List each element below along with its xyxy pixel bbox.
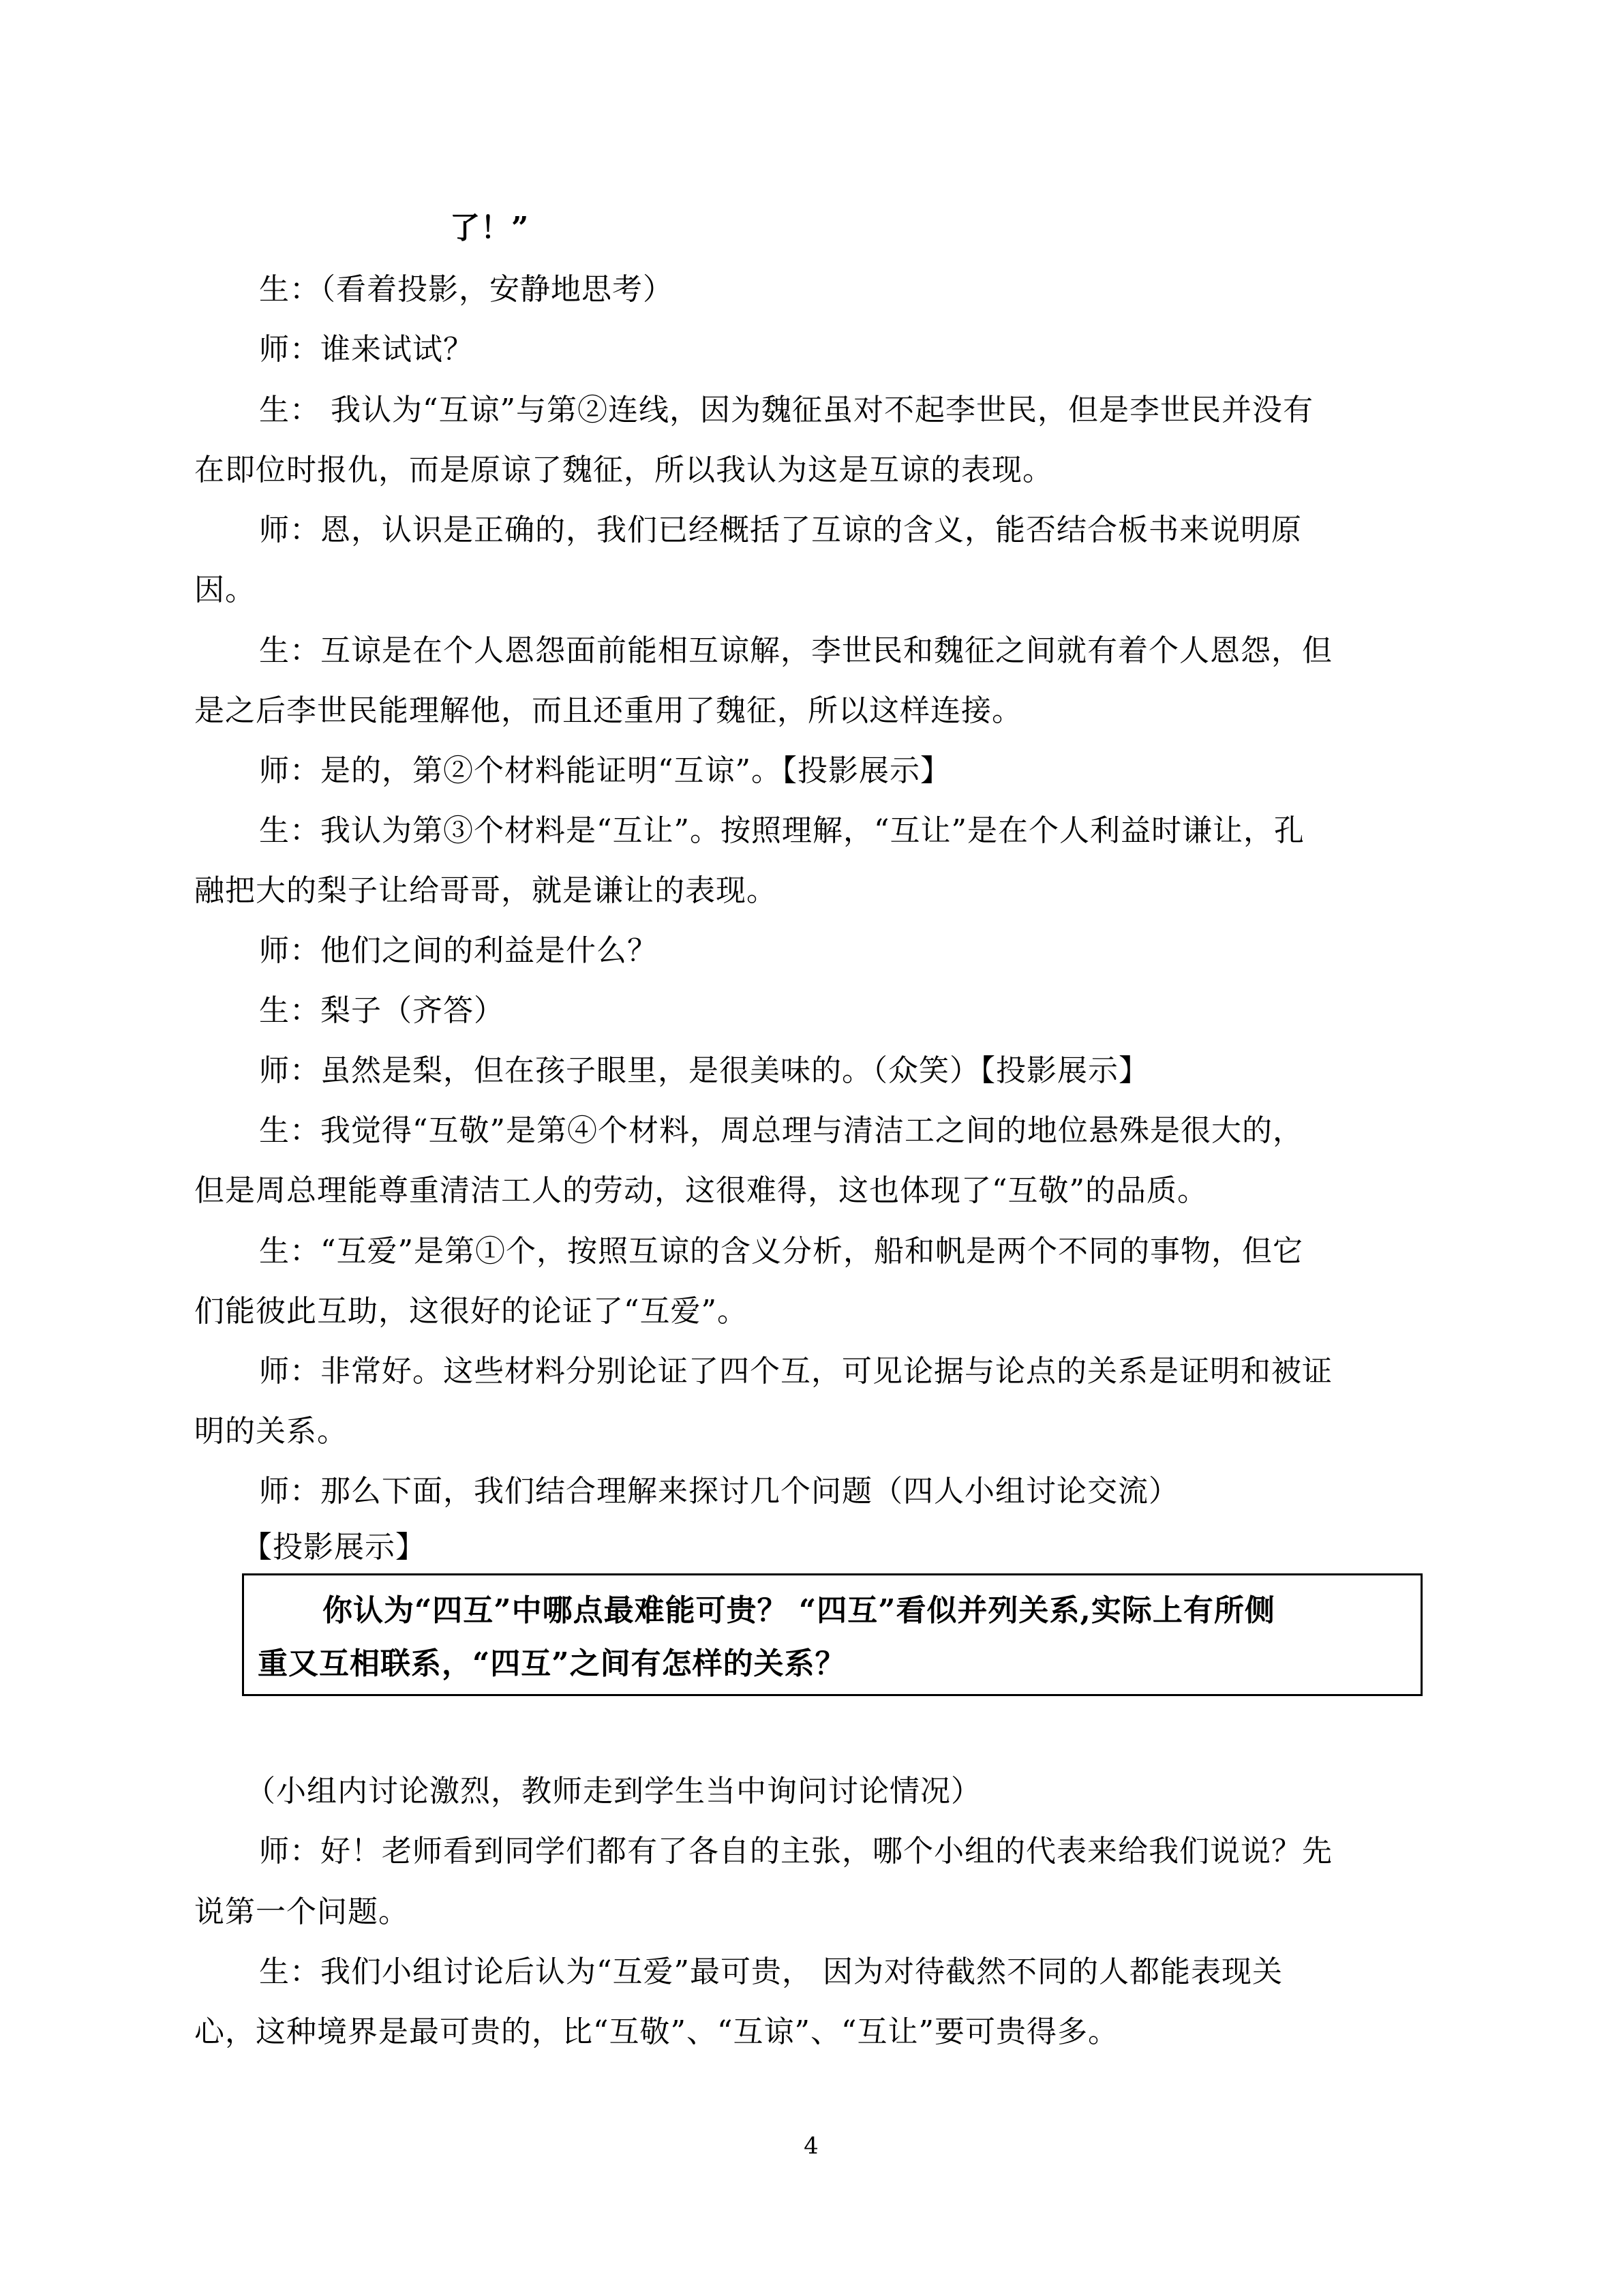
- text-line: 师：虽然是梨，但在孩子眼里，是很美味的。（众笑）【投影展示】: [259, 1053, 1149, 1088]
- box-text-line: 重又互相联系，“四互”之间有怎样的关系？: [258, 1646, 846, 1681]
- text-line: （小组内讨论激烈，教师走到学生当中询问讨论情况）: [245, 1774, 982, 1809]
- text-line: 师：非常好。这些材料分别论证了四个互，可见论据与论点的关系是证明和被证: [259, 1354, 1333, 1389]
- text-line: 生： 我认为“互谅”与第②连线，因为魏征虽对不起李世民，但是李世民并没有: [259, 393, 1314, 427]
- text-line: 师：谁来试试？: [259, 332, 474, 367]
- text-line: 因。: [194, 573, 256, 607]
- text-line: 师：他们之间的利益是什么？: [259, 933, 658, 968]
- text-line: 但是周总理能尊重清洁工人的劳动，这很难得，这也体现了“互敬”的品质。: [194, 1173, 1208, 1208]
- text-line: 生：我认为第③个材料是“互让”。按照理解，“互让”是在个人利益时谦让，孔: [259, 813, 1305, 848]
- projection-label: 【投影展示】: [242, 1530, 426, 1565]
- text-line: 说第一个问题。: [194, 1894, 409, 1929]
- text-line: 是之后李世民能理解他，而且还重用了魏征，所以这样连接。: [194, 693, 1022, 728]
- text-line: 了！”: [450, 211, 530, 245]
- text-line: 师：是的，第②个材料能证明“互谅”。【投影展示】: [259, 753, 951, 788]
- text-line: 心，这种境界是最可贵的，比“互敬”、“互谅”、“互让”要可贵得多。: [194, 2014, 1119, 2049]
- text-line: 融把大的梨子让给哥哥，就是谦让的表现。: [194, 873, 777, 908]
- page-number: 4: [804, 2132, 819, 2160]
- text-line: 们能彼此互助，这很好的论证了“互爱”。: [194, 1294, 748, 1329]
- text-line: 师：那么下面，我们结合理解来探讨几个问题（四人小组讨论交流）: [259, 1474, 1179, 1509]
- text-line: 生：互谅是在个人恩怨面前能相互谅解，李世民和魏征之间就有着个人恩怨，但: [259, 633, 1333, 668]
- text-line: 生：（看着投影，安静地思考）: [259, 272, 673, 307]
- text-line: 师：好！老师看到同学们都有了各自的主张，哪个小组的代表来给我们说说？先: [259, 1834, 1333, 1869]
- text-line: 明的关系。: [194, 1414, 348, 1449]
- text-line: 在即位时报仇，而是原谅了魏征，所以我认为这是互谅的表现。: [194, 453, 1053, 487]
- text-line: 生：梨子（齐答）: [259, 993, 504, 1028]
- text-line: 生：“互爱”是第①个，按照互谅的含义分析，船和帆是两个不同的事物，但它: [259, 1234, 1303, 1269]
- text-line: 生：我们小组讨论后认为“互爱”最可贵， 因为对待截然不同的人都能表现关: [259, 1954, 1283, 1989]
- box-text-line: 你认为“四互”中哪点最难能可贵？ “四互”看似并列关系,实际上有所侧: [322, 1593, 1275, 1628]
- discussion-question-box: [242, 1573, 1423, 1696]
- text-line: 师：恩，认识是正确的，我们已经概括了互谅的含义，能否结合板书来说明原: [259, 513, 1302, 547]
- text-line: 生：我觉得“互敬”是第④个材料，周总理与清洁工之间的地位悬殊是很大的，: [259, 1113, 1303, 1148]
